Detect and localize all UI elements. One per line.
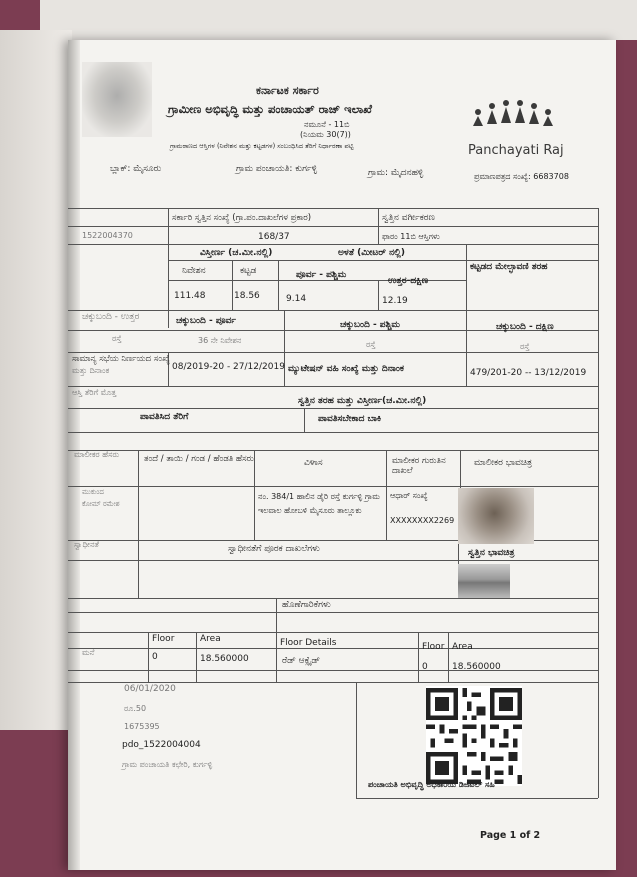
owner-photo — [458, 488, 534, 544]
footer-office: ಗ್ರಾಮ ಪಂಚಾಯತಿ ಕಛೇರಿ, ಕುರ್ಗಳ್ಳಿ — [122, 760, 213, 769]
panchayati-raj-logo-icon — [466, 98, 560, 144]
qr-code-icon — [426, 686, 522, 786]
south-boundary-label: ಚಕ್ಕುಬಂದಿ - ದಕ್ಷಿಣ — [496, 322, 554, 332]
block-name: ಬ್ಲಾಕ್: ಮೈಸೂರು — [110, 164, 162, 174]
floor-header-1: Floor — [152, 634, 175, 644]
rule-number: (ನಿಯಮ 30(7)) — [300, 130, 351, 139]
west-boundary-value: ರಸ್ತೆ — [366, 340, 376, 349]
resolution-sub2: ಆಸ್ತಿ ತೆರಿಗೆ ಮೊತ್ತ — [72, 388, 117, 397]
department-title: ಗ್ರಾಮೀಣ ಅಭಿವೃದ್ಧಿ ಮತ್ತು ಪಂಚಾಯತ್ ರಾಜ್ ಇಲಾಖೆ — [168, 102, 372, 116]
site-area-value: 111.48 — [174, 291, 206, 301]
footer-date: 06/01/2020 — [124, 684, 176, 694]
owner-address: ನಂ. 384/1 ಹಾಲಿನ ಡೈರಿ ರಸ್ತೆ ಕುರ್ಗಳ್ಳಿ ಗ್ರಾಮ ಇಲವಾಲ ಹೋಬಳಿ ಮೈಸೂರು ತಾಲ್ಲೂಕು — [258, 492, 380, 515]
owner-left-name: ಮುಕುಂದ — [82, 488, 104, 496]
owner-photo-label: ಮಾಲೀಕರ ಭಾವಚಿತ್ರ — [474, 458, 533, 468]
floor-left-type: ಮನೆ — [82, 648, 95, 657]
east-west-value: 9.14 — [286, 294, 307, 304]
floor-detail-2: ರೆಡ್ ಆಕ್ಸೈಡ್ — [282, 656, 321, 666]
floor-value-2: 0 — [422, 662, 428, 672]
left-property-id: 1522004370 — [82, 231, 133, 240]
footer-pdo-code: pdo_1522004004 — [122, 740, 201, 750]
resolution-sub1: ಮತ್ತು ದಿನಾಂಕ — [72, 366, 110, 375]
due-tax-label: ಪಾವತಿಸಬೇಕಾದ ಬಾಕಿ — [318, 414, 382, 424]
property-id-label: ಸರ್ಕಾರಿ ಸ್ವತ್ತಿನ ಸಂಖ್ಯೆ (ಗ್ರಾ.ಪಂ.ದಾಖಲೆಗಳ ಪ್ರಕಾರ) — [172, 213, 312, 223]
footer-fee: ರೂ.50 — [124, 704, 147, 713]
page-number: Page 1 of 2 — [480, 830, 541, 841]
property-category-label: ಸ್ವತ್ತಿನ ವರ್ಗೀಕರಣ — [382, 213, 435, 223]
liabilities-label: ಹೊಣೆಗಾರಿಕೆಗಳು — [282, 600, 331, 610]
owner-id-type: ಆಧಾರ್ ಸಂಖ್ಯೆ — [390, 491, 428, 500]
property-type-label: ಸ್ವತ್ತಿನ ತರಹ ಮತ್ತು ವಿಸ್ತೀರ್ಣ(ಚ.ಮೀ.ನಲ್ಲಿ) — [298, 396, 427, 406]
owner-left-label: ಮಾಲೀಕರ ಹೆಸರು — [74, 450, 120, 459]
owner-left-name2: ಕೋಮ್ ರಮೇಶ — [82, 500, 120, 508]
east-boundary-value: 36 ನೇ ನಿವೇಶನ — [198, 336, 242, 345]
logo-text: Panchayati Raj — [468, 143, 564, 158]
address-label: ವಿಳಾಸ — [304, 458, 323, 468]
page-stack-top — [40, 0, 637, 40]
form-number: ನಮೂನೆ - 11ಬಿ — [304, 120, 350, 129]
area-header-2: Area — [452, 642, 473, 652]
relation-label: ತಂದೆ / ತಾಯಿ / ಗಂಡ / ಹೆಂಡತಿ ಹೆಸರು — [144, 454, 254, 464]
owner-id-label: ಮಾಲೀಕರ ಗುರುತಿನ ದಾಖಲೆ — [392, 456, 446, 476]
resolution-label: ಸಾಮಾನ್ಯ ಸಭೆಯ ನಿರ್ಣಯದ ಸಂಖ್ಯೆ — [72, 354, 170, 364]
village-name: ಗ್ರಾಮ: ಮೈದನಹಳ್ಳಿ — [368, 168, 424, 178]
paid-tax-label: ಪಾವತಿಸಿದ ತೆರಿಗೆ — [140, 412, 189, 422]
property-photo-label: ಸ್ವತ್ತಿನ ಭಾವಚಿತ್ರ — [468, 548, 515, 558]
building-label: ಕಟ್ಟಡ — [240, 266, 257, 276]
digital-signature-label: ಪಂಚಾಯತಿ ಅಭಿವೃದ್ಧಿ ಅಧಿಕಾರಿಯ ಡಿಜಿಟಲ್ ಸಹಿ — [368, 780, 495, 789]
floor-value-1: 0 — [152, 652, 158, 662]
building-area-value: 18.56 — [234, 291, 260, 301]
gram-panchayat-name: ಗ್ರಾಮ ಪಂಚಾಯತಿ: ಕುರ್ಗಳ್ಳಿ — [236, 164, 318, 174]
property-category-value: ಫಾರಂ 11ಬಿ ಆಸ್ತಿಗಳು — [382, 232, 440, 241]
east-boundary-label: ಚಕ್ಕುಬಂದಿ - ಪೂರ್ವ — [176, 316, 236, 326]
ownership-docs-label: ಸ್ವಾಧೀನತೆಗೆ ಪೂರಕ ದಾಖಲೆಗಳು — [228, 544, 320, 554]
page-stack-left — [0, 30, 72, 730]
ownership-left-label: ಸ್ವಾಧೀನತೆ — [74, 540, 99, 549]
north-boundary-label: ಚಕ್ಕುಬಂದಿ - ಉತ್ತರ — [82, 312, 140, 322]
owner-id-number: XXXXXXXX2269 — [390, 516, 455, 525]
document-page — [68, 40, 616, 870]
east-west-label: ಪೂರ್ವ - ಪಶ್ಚಿಮ — [296, 270, 347, 280]
mutation-label: ಮ್ಯುಟೇಷನ್ ವಹಿ ಸಂಖ್ಯೆ ಮತ್ತು ದಿನಾಂಕ — [288, 364, 404, 374]
north-boundary-value: ರಸ್ತೆ — [112, 334, 122, 343]
footer-number: 1675395 — [124, 722, 160, 731]
site-label: ನಿವೇಶನ — [182, 266, 206, 276]
resolution-value: 08/2019-20 - 27/12/2019 — [172, 362, 285, 372]
form-subtitle: ಗ್ರಾಮಠಾಣದ ಆಸ್ತಿಗಳ (ನಿವೇಶನ ಮತ್ತು ಕಟ್ಟಡಗಳ) ಸಂಬಂಧಿಸಿದ ತೆರಿಗೆ ನಿರ್ಧಾರಣಾ ಪಟ್ಟಿ — [170, 142, 354, 150]
floor-header-2: Floor — [422, 642, 445, 652]
property-id-value: 168/37 — [258, 232, 290, 242]
area-header-1: Area — [200, 634, 221, 644]
south-boundary-value: ರಸ್ತೆ — [520, 342, 530, 351]
property-photo — [458, 564, 510, 598]
west-boundary-label: ಚಕ್ಕುಬಂದಿ - ಪಶ್ಚಿಮ — [340, 320, 400, 330]
area-label: ವಿಸ್ತೀರ್ಣ (ಚ.ಮೀ.ನಲ್ಲಿ) — [200, 248, 273, 258]
mutation-value: 479/201-20 -- 13/12/2019 — [470, 368, 587, 378]
certificate-number: ಪ್ರಮಾಣಪತ್ರದ ಸಂಖ್ಯೆ: 6683708 — [474, 172, 569, 181]
area-value-1: 18.560000 — [200, 654, 249, 664]
roof-type-label: ಕಟ್ಟಡದ ಮೇಲ್ಛಾವಣಿ ತರಹ — [470, 262, 548, 272]
north-south-value: 12.19 — [382, 296, 408, 306]
state-emblem-icon — [82, 62, 152, 137]
govt-title: ಕರ್ನಾಟಕ ಸರ್ಕಾರ — [256, 84, 319, 97]
area-value-2: 18.560000 — [452, 662, 501, 672]
dimensions-label: ಅಳತೆ (ಮೀಟರ್ ನಲ್ಲಿ) — [338, 248, 405, 258]
floor-details-header: Floor Details — [280, 638, 337, 648]
north-south-label: ಉತ್ತರ-ದಕ್ಷಿಣ — [388, 276, 429, 286]
